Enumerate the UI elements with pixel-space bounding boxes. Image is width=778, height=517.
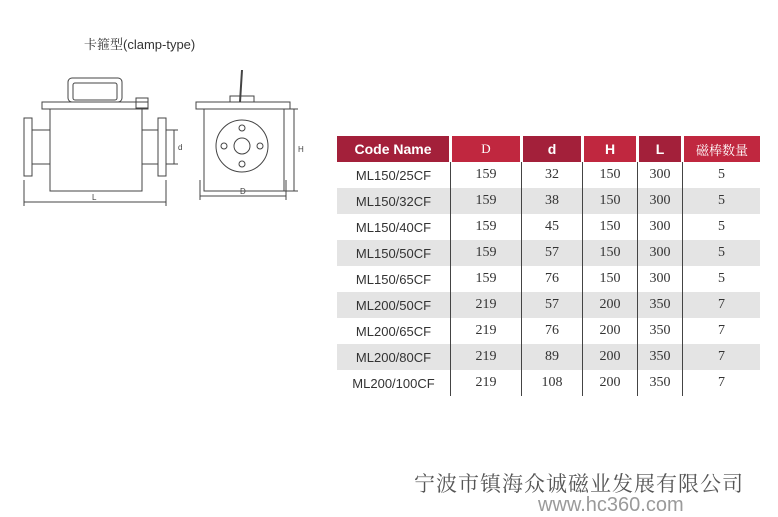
cell-d: 57 [522, 292, 583, 318]
cell-count: 5 [683, 188, 761, 214]
cell-L: 300 [638, 162, 683, 188]
cell-D: 159 [451, 162, 522, 188]
table-row [337, 214, 760, 240]
cell-L: 300 [638, 214, 683, 240]
dim-label-L: L [92, 193, 97, 202]
header-d: d [522, 136, 583, 162]
header-H: H [583, 136, 638, 162]
cell-L: 300 [638, 266, 683, 292]
cell-D: 159 [451, 214, 522, 240]
cell-code: ML200/65CF [355, 323, 432, 339]
cell-count: 5 [683, 266, 761, 292]
table-row [337, 318, 760, 344]
cell-H: 150 [583, 240, 638, 266]
cell-D: 219 [451, 344, 522, 370]
cell-H: 200 [583, 292, 638, 318]
cell-d: 108 [522, 370, 583, 396]
cell-code: ML200/100CF [352, 375, 435, 391]
cell-code: ML200/50CF [337, 292, 451, 318]
cell-L: 300 [638, 188, 683, 214]
cell-D: 219 [451, 370, 522, 396]
table-row [337, 266, 760, 292]
cell-D: 159 [451, 266, 522, 292]
cell-d: 38 [522, 188, 583, 214]
cell-d: 57 [522, 240, 583, 266]
spec-table [337, 136, 760, 396]
cell-count: 7 [683, 318, 761, 344]
header-L: L [638, 136, 683, 162]
cell-D: 159 [451, 188, 522, 214]
table-row [337, 344, 760, 370]
cell-L: 350 [638, 318, 683, 344]
cell-H: 200 [583, 318, 638, 344]
table-row [337, 188, 760, 214]
cell-count: 5 [683, 240, 761, 266]
cell-L: 300 [638, 240, 683, 266]
cell-count: 7 [683, 292, 761, 318]
cell-d: 89 [522, 344, 583, 370]
header-code-name: Code Name [337, 136, 451, 162]
cell-code: ML150/40CF [355, 219, 432, 235]
cell-H: 150 [583, 214, 638, 240]
cell-d: 76 [522, 318, 583, 344]
cell-count: 7 [683, 344, 761, 370]
cell-d: 32 [522, 162, 583, 188]
header-D: D [451, 136, 522, 162]
cell-D: 219 [451, 292, 522, 318]
cell-code: ML150/65CF [355, 271, 432, 287]
header-magnet-bar-count: 磁棒数量 [683, 136, 761, 162]
cell-L: 350 [638, 344, 683, 370]
clamp-type-technical-drawing [18, 70, 308, 215]
cell-code: ML200/80CF [337, 344, 451, 370]
cell-H: 150 [583, 188, 638, 214]
cell-code: ML150/25CF [355, 167, 432, 183]
cell-count: 7 [683, 370, 761, 396]
table-header-row [337, 136, 760, 162]
drawing-caption: 卡箍型(clamp-type) [84, 37, 196, 52]
cell-code: ML150/50CF [337, 240, 451, 266]
table-row [337, 292, 760, 318]
cell-D: 219 [451, 318, 522, 344]
cell-H: 150 [583, 266, 638, 292]
cell-H: 200 [583, 370, 638, 396]
cell-L: 350 [638, 292, 683, 318]
website-watermark: www.hc360.com [538, 494, 684, 516]
dim-label-d: d [178, 143, 183, 152]
table-row [337, 370, 760, 396]
dim-label-H: H [298, 145, 304, 154]
table-row [337, 162, 760, 188]
cell-count: 5 [683, 214, 761, 240]
dim-label-D: D [240, 187, 246, 196]
cell-L: 350 [638, 370, 683, 396]
cell-D: 159 [451, 240, 522, 266]
cell-code: ML150/32CF [337, 188, 451, 214]
table-row [337, 240, 760, 266]
cell-H: 200 [583, 344, 638, 370]
cell-d: 45 [522, 214, 583, 240]
side-view [24, 78, 178, 206]
cell-H: 150 [583, 162, 638, 188]
cell-count: 5 [683, 162, 761, 188]
front-view [196, 70, 298, 200]
cell-d: 76 [522, 266, 583, 292]
company-name-watermark: 宁波市镇海众诚磁业发展有限公司 [414, 472, 744, 496]
